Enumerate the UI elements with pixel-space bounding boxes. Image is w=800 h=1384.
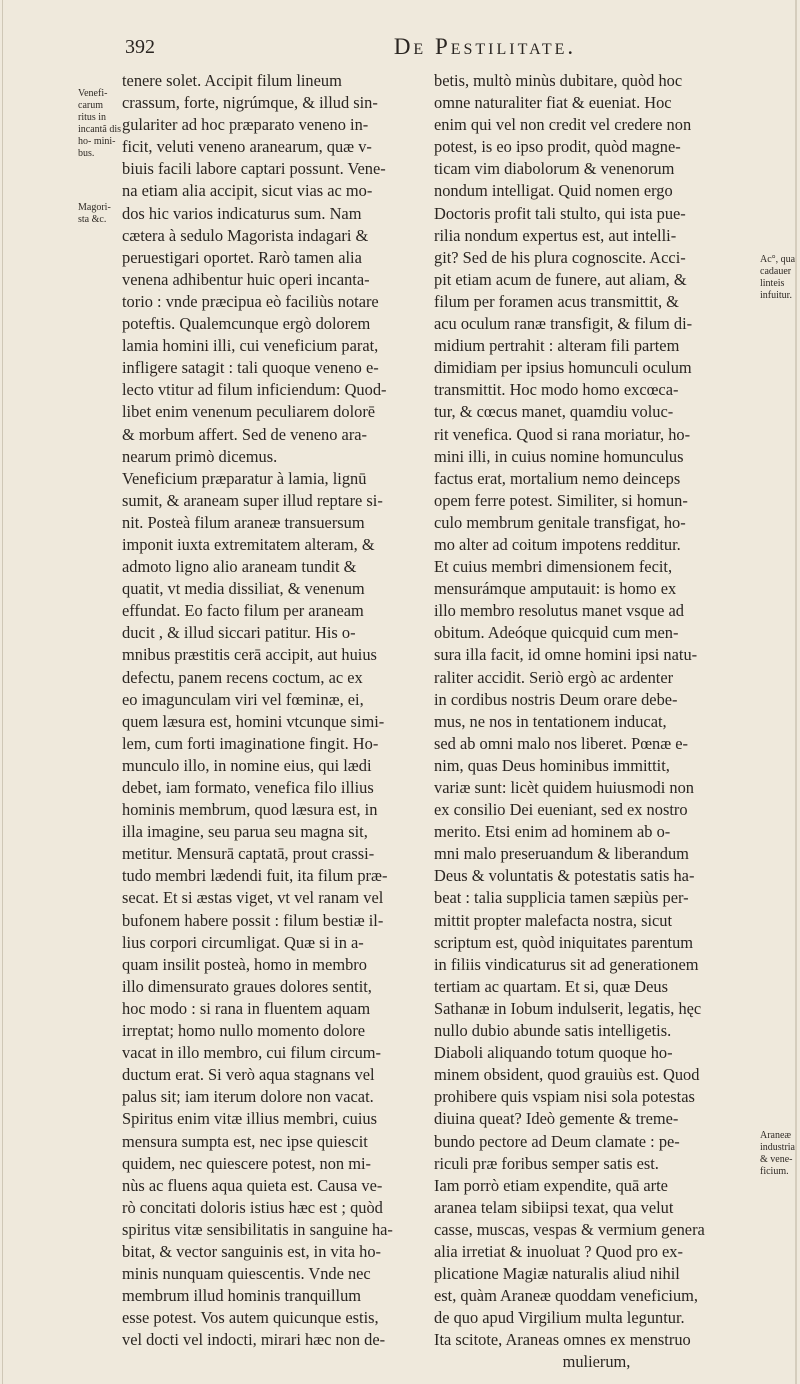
text-line-right: Ita scitote, Araneas omnes ex menstruo — [434, 1330, 691, 1350]
text-line-right: Deus & voluntatis & potestatis satis ha- — [434, 866, 695, 886]
text-line-right: mensurámque amputauit: is homo ex — [434, 579, 677, 599]
right-text-column — [434, 70, 759, 1374]
text-line-left: sumit, & araneam super illud reptare si- — [122, 490, 383, 510]
text-line-left: esse potest. Vos autem quicunque estis, — [122, 1308, 379, 1328]
text-line-right: culo membrum genitale transfigat, ho- — [434, 512, 686, 532]
text-line-right: in filiis vindicaturus sit ad generationem — [434, 954, 699, 974]
margin-note-right-1: Ac°, qua cadauer linteis infuitur. — [760, 254, 796, 301]
text-line-right: casse, muscas, vespas & vermium genera — [434, 1219, 705, 1239]
text-line-right: nullo dubio abunde satis intelligetis. — [434, 1021, 672, 1041]
margin-note-left-2: Magori- sta &c. — [78, 202, 111, 225]
text-line-right: potest, is eo ipso prodit, quòd magne- — [434, 137, 681, 157]
text-line-left: lius corpori circumligat. Quæ si in a- — [122, 932, 364, 952]
text-line-left: bufonem habere possit : filum bestiæ il- — [122, 910, 384, 930]
text-line-right: prohibere quis vspiam nisi sola potestas — [434, 1087, 695, 1107]
text-line-right: est, quàm Araneæ quoddam veneficium, — [434, 1286, 699, 1306]
text-line-left: Veneficium præparatur à lamia, lignū — [122, 468, 367, 488]
text-line-right: raliter accidit. Seriò ergò ac ardenter — [434, 667, 674, 687]
text-line-right: plicatione Magiæ naturalis aliud nihil — [434, 1264, 680, 1284]
text-line-right: sura illa facit, id omne homini ipsi natu- — [434, 645, 698, 665]
text-line-left: ducit , & illud siccari patitur. His o- — [122, 623, 356, 643]
text-line-left: dos hic varios indicaturus sum. Nam — [122, 203, 362, 223]
text-line-right: betis, multò minùs dubitare, quòd hoc — [434, 71, 683, 90]
text-line-left: lamia homini illi, cui veneficium parat, — [122, 336, 379, 356]
text-line-right: mo alter ad coitum impotens redditur. — [434, 534, 681, 554]
text-line-left: hominis membrum, quod læsura est, in — [122, 800, 378, 820]
text-line-right: in cordibus nostris Deum orare debe- — [434, 689, 678, 709]
text-line-right: transmittit. Hoc modo homo excœca- — [434, 380, 679, 400]
text-line-right: nondum intelligat. Quid nomen ergo — [434, 181, 673, 201]
text-line-left: vacat in illo membro, cui filum circum- — [122, 1043, 381, 1063]
text-line-right: nim, quas Deus hominibus immittit, — [434, 755, 670, 775]
text-line-right: riculi præ foribus semper satis est. — [434, 1153, 659, 1173]
text-line-right: mni malo preseruandum & liberandum — [434, 844, 689, 864]
text-line-right: opem ferre potest. Similiter, si homun- — [434, 490, 688, 510]
text-line-left: lem, cum forti imaginatione fingit. Ho- — [122, 733, 379, 753]
text-line-right: scriptum est, quòd iniquitates parentum — [434, 932, 694, 952]
text-line-right: mini illi, in cuius nomine homunculus — [434, 446, 684, 466]
text-line-left: illo dimensurato graues dolores sentit, — [122, 976, 372, 996]
text-line-left: effundat. Eo facto filum per araneam — [122, 601, 364, 621]
text-line-right: ex consilio Dei eueniant, sed ex nostro — [434, 800, 688, 820]
text-line-right: tertiam ac quartam. Et si, quæ Deus — [434, 976, 668, 996]
text-line-right: mulierum, — [562, 1352, 631, 1372]
text-line-left: venena adhibentur huic operi incanta- — [122, 269, 370, 289]
text-line-right: sed ab omni malo nos liberet. Pœnæ e- — [434, 733, 689, 753]
text-line-left: torio : vnde præcipua eò faciliùs notare — [122, 291, 379, 311]
text-line-left: vel docti vel indocti, mirari hæc non de- — [122, 1330, 386, 1350]
text-line-left: peruestigari oportet. Rarò tamen alia — [122, 247, 362, 267]
text-line-right: pit etiam acum de funere, aut aliam, & — [434, 269, 687, 289]
text-line-right: merito. Etsi enim ad hominem ab o- — [434, 822, 671, 842]
text-line-left: quidem, nec quiescere potest, non mi- — [122, 1153, 371, 1173]
text-line-left: tudo membri lædendi fuit, ita filum præ- — [122, 866, 388, 886]
text-line-left: poteftis. Qualemcunque ergò dolorem — [122, 314, 371, 334]
text-line-left: membrum illud hominis tranquillum — [122, 1286, 362, 1306]
text-line-left: imponit iuxta extremitatem alteram, & — [122, 534, 375, 554]
text-line-left: metitur. Mensurā captatā, prout crassi- — [122, 844, 375, 864]
text-line-right: beat : talia supplicia tamen sæpiùs per- — [434, 888, 689, 908]
text-line-left: na etiam alia accipit, sicut vias ac mo- — [122, 181, 373, 201]
text-line-left: secat. Et si æstas viget, vt vel ranam vel — [122, 888, 384, 908]
text-line-right: dimidiam per ipsius homunculi oculum — [434, 358, 692, 378]
text-line-right: variæ sunt: licèt quidem huiusmodi non — [434, 778, 694, 797]
text-line-left: debet, iam formato, venefica filo illius — [122, 778, 374, 797]
text-line-right: illo membro resolutus manet vsque ad — [434, 601, 684, 621]
text-line-left: gulariter ad hoc præparato veneno in- — [122, 115, 369, 135]
text-line-left: minis nunquam quiescentis. Vnde nec — [122, 1264, 371, 1284]
text-line-right: mittit propter malefacta nostra, sicut — [434, 910, 673, 930]
text-line-left: lecto vtitur ad filum inficiendum: Quod- — [122, 380, 387, 400]
text-line-left: nit. Posteà filum araneæ transuersum — [122, 512, 365, 532]
text-line-right: diuina queat? Ideò gemente & treme- — [434, 1109, 679, 1129]
text-line-right: acu oculum ranæ transfigit, & filum di- — [434, 314, 693, 334]
text-line-left: quam insilit posteà, homo in membro — [122, 954, 367, 974]
text-line-left: ficit, veluti veneno aranearum, quæ v- — [122, 137, 372, 157]
text-line-right: tur, & cœcus manet, quamdiu voluc- — [434, 402, 674, 422]
text-line-left: nùs ac fluens aqua quieta est. Causa ve- — [122, 1175, 383, 1195]
text-line-right: rit venefica. Quod si rana moriatur, ho- — [434, 424, 691, 444]
text-line-left: illa imagine, seu parua seu magna sit, — [122, 822, 368, 842]
margin-note-right-2: Araneæ industria & vene- ficium. — [760, 1130, 795, 1177]
left-text-column — [122, 70, 447, 1351]
text-line-right: Sathanæ in Iobum indulserit, legatis, hęc — [434, 998, 702, 1018]
text-line-left: bitat, & vector sanguinis est, in vita ho- — [122, 1241, 382, 1261]
text-line-left: infligere satagit : tali quoque veneno e- — [122, 358, 379, 378]
text-line-right: Iam porrò etiam expendite, quā arte — [434, 1175, 668, 1195]
text-line-right: bundo pectore ad Deum clamate : pe- — [434, 1131, 680, 1151]
text-line-right: aranea telam sibiipsi texat, qua velut — [434, 1197, 674, 1217]
text-line-right: minem obsident, quod grauiùs est. Quod — [434, 1065, 700, 1085]
running-header — [125, 36, 765, 68]
text-line-right: omne naturaliter fiat & eueniat. Hoc — [434, 93, 672, 113]
text-line-right: de quo apud Virgilium multa leguntur. — [434, 1308, 685, 1328]
page-edge-left — [2, 0, 3, 1384]
text-line-right: obitum. Adeóque quicquid cum men- — [434, 623, 679, 643]
text-line-right: filum per foramen acus transmittit, & — [434, 291, 679, 311]
text-line-left: tenere solet. Accipit filum lineum — [122, 71, 342, 90]
text-line-right: mus, ne nos in tentationem inducat, — [434, 711, 667, 731]
text-line-left: rò concitati doloris istius hæc est ; quòd — [122, 1197, 383, 1217]
text-line-left: crassum, forte, nigrúmque, & illud sin- — [122, 93, 378, 113]
text-line-left: quatit, vt media dissiliat, & venenum — [122, 579, 365, 599]
text-line-right: rilia nondum expertus est, aut intelli- — [434, 225, 677, 245]
text-line-left: palus sit; iam iterum dolore non vacat. — [122, 1087, 374, 1107]
text-line-left: & morbum affert. Sed de veneno ara- — [122, 424, 368, 444]
text-line-left: cætera à sedulo Magorista indagari & — [122, 225, 369, 245]
text-line-left: mensura sumpta est, nec ipse quiescit — [122, 1131, 368, 1151]
text-line-left: nearum primò dicemus. — [122, 446, 278, 466]
text-line-left: libet enim venenum peculiarem dolorē — [122, 402, 376, 422]
text-line-left: munculo illo, in nomine eius, qui lædi — [122, 755, 372, 775]
text-line-left: admoto ligno alio araneam tundit & — [122, 557, 357, 577]
text-line-right: ticam vim diabolorum & venenorum — [434, 159, 675, 179]
text-line-right: alia irretiat & inuoluat ? Quod pro ex- — [434, 1241, 683, 1261]
text-line-left: defectu, panem recens coctum, ac ex — [122, 667, 363, 687]
text-line-left: hoc modo : si rana in fluentem aquam — [122, 998, 371, 1018]
text-line-right: Doctoris profit tali stulto, qui ista pue- — [434, 203, 686, 223]
text-line-right: enim qui vel non credit vel credere non — [434, 115, 692, 135]
running-title: De Pestilitate. — [393, 34, 577, 59]
text-line-left: mnibus præstitis cerā accipit, aut huius — [122, 645, 377, 665]
margin-note-left-1: Venefi- carum ritus in incantã dis ho- mini- bus. — [78, 88, 122, 159]
text-line-left: quem læsura est, homini vtcunque simi- — [122, 711, 385, 731]
text-line-right: Et cuius membri dimensionem fecit, — [434, 557, 673, 577]
text-line-left: irreptat; homo nullo momento dolore — [122, 1021, 366, 1041]
text-line-right: Diaboli aliquando totum quoque ho- — [434, 1043, 673, 1063]
text-line-right: factus erat, mortalium nemo deinceps — [434, 468, 681, 488]
text-line-left: Spiritus enim vitæ illius membri, cuius — [122, 1109, 377, 1129]
text-line-left: spiritus vitæ sensibilitatis in sanguine ha- — [122, 1219, 393, 1239]
text-line-left: eo imagunculam viri vel fœminæ, ei, — [122, 689, 364, 709]
text-line-left: biuis facili labore captari possunt. Vene- — [122, 159, 386, 179]
page-number: 392 — [125, 36, 155, 58]
text-line-right: git? Sed de his plura cognoscite. Acci- — [434, 247, 686, 267]
text-line-right: midium pertrahit : alteram fili partem — [434, 336, 680, 356]
text-line-left: ductum erat. Si verò aqua stagnans vel — [122, 1065, 375, 1085]
